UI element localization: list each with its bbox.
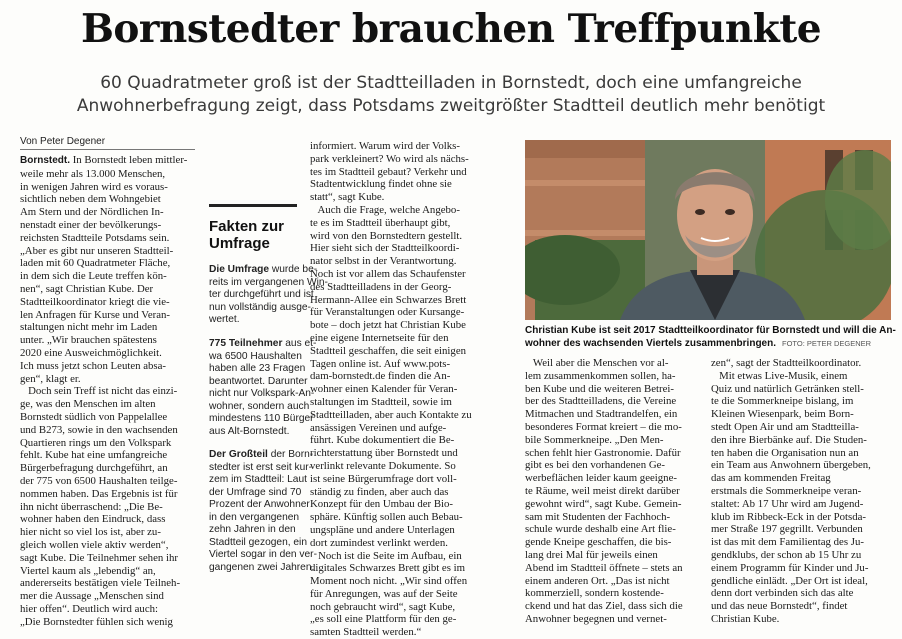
text-line: führt. Kube dokumentiert die Be- bbox=[310, 434, 455, 447]
text-line: Auch die Frage, welche Angebo- bbox=[310, 203, 460, 216]
text-line: Noch ist die Seite im Aufbau, ein bbox=[310, 549, 462, 562]
factbox-text: Stadtteil gezogen, ein bbox=[209, 536, 307, 548]
text-line: Moment noch nicht. „Wir sind offen bbox=[310, 575, 468, 588]
factbox-line bbox=[209, 512, 317, 525]
text-line: werbeflächen leider kaum geeigne- bbox=[525, 472, 677, 485]
factbox-text: aus et- bbox=[282, 338, 317, 349]
text-line: informiert. Warum wird der Volks- bbox=[310, 140, 460, 152]
factbox-line bbox=[209, 549, 317, 562]
factbox-text: wertet. bbox=[209, 314, 240, 325]
article-column-5 bbox=[711, 357, 891, 626]
text-line: digitales Schwarzes Brett gibt es im bbox=[310, 562, 466, 575]
text-span: In Bornstedt leben mittler- bbox=[70, 154, 188, 166]
text-line: ber des Stadtteilladens, die Vereine bbox=[525, 395, 677, 408]
factbox-line bbox=[209, 499, 317, 512]
dateline: Bornstedt. bbox=[20, 155, 70, 166]
text-line: Noch ist vor allem das Schaufenster bbox=[310, 267, 466, 280]
text-line: nen“, sagt Christian Kube. Der bbox=[20, 282, 154, 295]
text-line: ansässigen Vereinen und aufge- bbox=[310, 421, 447, 434]
text-line: des Stadtteilladens in der Georg- bbox=[310, 280, 452, 293]
factbox-text: der Umfrage sind 70 bbox=[209, 486, 302, 498]
text-line: kommerziell, sondern kostende- bbox=[525, 587, 664, 600]
text-line: zen“, sagt der Stadtteilkoordinator. bbox=[711, 357, 862, 369]
headline: Bornstedter brauchen Treffpunkte bbox=[80, 6, 822, 52]
text-line: gleich wollen viele aktiv werden“, bbox=[20, 538, 169, 551]
text-line: staltet: Ab 17 Uhr wird am Jugend- bbox=[711, 497, 864, 510]
text-line: bile Sommerkneipe. „Den Men- bbox=[525, 433, 664, 446]
text-line: andererseits bestätigen viele Teilneh- bbox=[20, 577, 181, 590]
text-line: das am kommenden Freitag bbox=[711, 472, 831, 485]
byline: Von Peter Degener bbox=[20, 136, 195, 150]
factbox-line bbox=[209, 537, 317, 550]
subheadline bbox=[0, 72, 902, 118]
text-line: gen“, klagt er. bbox=[20, 372, 81, 385]
photo-caption bbox=[525, 325, 896, 350]
factbox-line bbox=[209, 426, 316, 439]
text-line: laden mit 60 Quadratmeter Fläche, bbox=[20, 257, 171, 270]
text-line: Bornstedt südlich von Pappelallee bbox=[20, 410, 168, 423]
factbox-line bbox=[209, 376, 316, 389]
text-line: Stadtteilladen, aber auch Kontakte zu bbox=[310, 408, 472, 421]
text-line: ist seine Bürgerumfrage dort voll- bbox=[310, 472, 457, 485]
text-line: hier offen“. Deutlich wird auch: bbox=[20, 602, 159, 615]
text-line: nator selbst in der Verantwortung. bbox=[310, 255, 457, 268]
text-line: Am Stern und der Nördlichen In- bbox=[20, 206, 164, 219]
factbox-text: haben alle 23 Fragen bbox=[209, 363, 306, 374]
text-line: Ich muss jetzt schon Leuten absa- bbox=[20, 359, 167, 372]
text-line: für Anregungen, was auf der Seite bbox=[310, 587, 458, 600]
text-line: dam-bornstedt.de finden die An- bbox=[310, 370, 451, 383]
text-line: reichsten Stadtteile Potsdams sein. bbox=[20, 231, 170, 244]
text-line: ben Kube und die weiteren Betrei- bbox=[525, 382, 675, 395]
factbox-title-line: Umfrage bbox=[209, 235, 270, 252]
text-line: Tagen online ist. Auf www.pots- bbox=[310, 357, 451, 370]
factbox-keyword: Die Umfrage bbox=[209, 264, 270, 275]
factbox-text: wohner, sondern auch bbox=[209, 400, 310, 412]
factbox-line bbox=[209, 388, 316, 401]
text-line: nommen haben. Das Ergebnis ist für bbox=[20, 487, 178, 500]
factbox-title-line: Fakten zur bbox=[209, 218, 285, 235]
text-line: erstmals die Sommerkneipe veran- bbox=[711, 484, 862, 497]
text-line: Konzept für den Umbau der Bio- bbox=[310, 498, 454, 511]
text-line: ten haben die Organisation nun an bbox=[711, 446, 859, 459]
text-line: für Veranstaltungen oder Kursange- bbox=[310, 306, 465, 319]
text-line: „Die Bornstedter fühlen sich wenig bbox=[20, 615, 173, 628]
factbox-block-participants bbox=[209, 338, 316, 438]
text-line: te Räume, weil meist direkt darüber bbox=[525, 484, 680, 497]
text-line: statt“, sagt Kube. bbox=[310, 191, 385, 204]
factbox-text: gangenen zwei Jahren. bbox=[209, 561, 315, 573]
text-line: tes im Stadtteil gebaut? Verkehr und bbox=[310, 165, 467, 178]
text-line: Anwohner begegnen und vernet- bbox=[525, 612, 667, 625]
caption-line bbox=[525, 338, 891, 351]
factbox-keyword: Der Großteil bbox=[209, 449, 268, 460]
factbox-line bbox=[209, 462, 317, 475]
text-line: samten Stadtteil werden.“ bbox=[310, 626, 422, 639]
factbox-text: ter durchgeführt und ist bbox=[209, 289, 314, 300]
text-line: Christian Kube. bbox=[711, 612, 780, 625]
factbox-line bbox=[209, 474, 317, 487]
factbox-text: Prozent der Anwohner bbox=[209, 499, 310, 510]
text-line: 2020 eine Ausweichmöglichkeit. bbox=[20, 346, 162, 359]
text-line: lang drei Mal für jeweils einen bbox=[525, 548, 658, 561]
text-line: dort zumindest verlinkt werden. bbox=[310, 536, 448, 549]
text-line: Stadtentwicklung findet ohne sie bbox=[310, 178, 452, 191]
text-line: ständig zu finden, aber auch das bbox=[310, 485, 449, 498]
text-line: Mitmachen und Stadtrandelfen, ein bbox=[525, 408, 678, 421]
text-line: Stadtteil geschaffen, die seit einigen bbox=[310, 344, 467, 357]
text-line: wohner haben den Eindruck, dass bbox=[20, 513, 166, 526]
factbox-line bbox=[209, 524, 317, 537]
factbox-line bbox=[209, 338, 316, 351]
text-line: sagt Kube. Die Teilnehmer sehen ihr bbox=[20, 551, 178, 564]
text-line: Kleinen Wiesenpark, beim Born- bbox=[711, 408, 854, 421]
text-line: ihn nicht überraschend: „Die Be- bbox=[20, 500, 163, 513]
text-line: ge, was den Menschen im alten bbox=[20, 398, 156, 411]
text-line: einem Programm für Kinder und Ju- bbox=[711, 561, 869, 574]
text-line: gende Kneipe geschaffen, die bis- bbox=[525, 536, 672, 549]
text-line: hier nicht so viel los ist, aber zu- bbox=[20, 526, 161, 539]
text-line: Doch sein Treff ist nicht das einzi- bbox=[20, 385, 178, 398]
text-line: wird von den Bornstedtern gestellt. bbox=[310, 229, 463, 242]
subhead-line: 60 Quadratmeter groß ist der Stadtteilladen in Bornstedt, doch eine umfangreiche bbox=[100, 73, 802, 93]
text-line: in dem sich die Leute treffen kön- bbox=[20, 270, 167, 283]
factbox-text: nun vollständig ausge- bbox=[209, 301, 311, 313]
text-line: Quiz und natürlich Getränken stell- bbox=[711, 382, 864, 395]
text-line: und das neue Bornstedt“, findet bbox=[711, 600, 848, 613]
text-line: Bürgerbefragung durchgeführt, an bbox=[20, 462, 168, 475]
factbox-keyword: 775 Teilnehmer bbox=[209, 338, 283, 349]
caption-text: wohner des wachsenden Viertels zusammenbringen. bbox=[525, 337, 777, 349]
factbox-text: stedter ist erst seit kur- bbox=[209, 461, 313, 473]
text-line: Abend im Stadtteil öffnete – stets an bbox=[525, 561, 683, 574]
text-line: gibt es bei den vorhandenen Ge- bbox=[525, 459, 666, 472]
text-line: wohner einen Kalender für Veran- bbox=[310, 383, 458, 396]
text-line: mer Straße 197 gegrillt. Verbunden bbox=[711, 523, 863, 536]
factbox-line bbox=[209, 449, 317, 462]
article-column-4 bbox=[525, 357, 697, 626]
factbox-text: aus Alt-Bornstedt. bbox=[209, 425, 290, 437]
caption-line: Christian Kube ist seit 2017 Stadtteilkoordinator für Bornstedt und will die An- bbox=[525, 325, 896, 336]
text-line: richterstattung über Bornstedt und bbox=[310, 447, 458, 460]
factbox-text: beantwortet. Darunter bbox=[209, 375, 308, 387]
text-line: weile mehr als 13.000 Menschen, bbox=[20, 167, 166, 180]
factbox-text: Viertel sogar in den ver- bbox=[209, 549, 317, 560]
factbox-line bbox=[209, 562, 317, 575]
text-line: ist das mit dem Familientag des Ju- bbox=[711, 536, 864, 549]
article-column-1 bbox=[20, 154, 196, 628]
factbox-text: wa 6500 Haushalten bbox=[209, 350, 302, 362]
text-line: und B273, sowie in den wachsenden bbox=[20, 423, 178, 436]
text-line: lem zusammenkommen sollen, ha- bbox=[525, 369, 676, 382]
factbox-line bbox=[209, 363, 316, 376]
text-line: Weil aber die Menschen vor al- bbox=[525, 357, 669, 369]
text-line: schen fehlt hier Gastronomie. Dafür bbox=[525, 446, 681, 459]
text-line: Stadtteilkoordinator kriegt die vie- bbox=[20, 295, 170, 308]
factbox-line bbox=[209, 401, 316, 414]
text-line: unter. „Wir brauchen spätestens bbox=[20, 334, 157, 347]
photo-credit: FOTO: PETER DEGENER bbox=[782, 338, 872, 348]
text-line: ungspläne und andere Unterlagen bbox=[310, 523, 455, 536]
factbox-text: reits im vergangenen Win- bbox=[209, 276, 328, 288]
text-line: ckend und hat das Ziel, dass sich die bbox=[525, 600, 683, 613]
text-line: noch gebraucht wird“, sagt Kube, bbox=[310, 600, 456, 613]
text-line: park verkleinert? Wo wird als nächs- bbox=[310, 152, 469, 165]
factbox-text: in den vergangenen bbox=[209, 511, 300, 523]
factbox-line bbox=[209, 351, 316, 364]
text-line: sphäre. Künftig sollen auch Bebau- bbox=[310, 511, 463, 524]
factbox-text: der Born- bbox=[267, 449, 314, 460]
text-line: sichtlich neben dem Wohngebiet bbox=[20, 193, 161, 206]
text-line: sam mit Studenten der Fachhoch- bbox=[525, 510, 671, 523]
text-line: Mit etwas Live-Musik, einem bbox=[711, 369, 848, 382]
text-line: len Anfragen für Kurse und Veran- bbox=[20, 308, 171, 321]
text-line: eine eigene Internetseite für den bbox=[310, 331, 449, 344]
text-line: fehlt. Kube hat eine umfangreiche bbox=[20, 449, 168, 462]
subhead-line: Anwohnerbefragung zeigt, dass Potsdams zweitgrößter Stadtteil deutlich mehr benötigt bbox=[76, 96, 826, 116]
text-line: schule wurde deshalb eine Art flie- bbox=[525, 523, 676, 536]
text-line: denn dort verbinden sich das alte bbox=[711, 587, 854, 600]
text-line: verlinkt relevante Dokumente. So bbox=[310, 459, 456, 472]
text-line: mer die Aussage „Menschen sind bbox=[20, 590, 164, 603]
factbox-text: wurde be- bbox=[269, 264, 318, 275]
factbox-block-majority bbox=[209, 449, 317, 574]
text-line: den ihre Bierbänke auf. Die Studen- bbox=[711, 433, 867, 446]
factbox-line bbox=[209, 413, 316, 426]
text-line: Hermann-Allee ein Schwarzes Brett bbox=[310, 293, 467, 306]
text-line: „Aber es gibt nur unseren Stadtteil- bbox=[20, 244, 174, 257]
text-line: klub im Ribbeck-Eck in der Potsda- bbox=[711, 510, 867, 523]
text-line: Hier sieht sich der Stadtteilkoordi- bbox=[310, 242, 460, 255]
text-line: gewohnt wird“, sagt Kube. Gemein- bbox=[525, 497, 682, 510]
article-column-3 bbox=[310, 140, 514, 639]
factbox-text: zehn Jahren in den bbox=[209, 524, 296, 535]
text-line: besonderes Format kreiert – die mo- bbox=[525, 420, 682, 433]
text-line: stedt Open Air und am Stadtteilla- bbox=[711, 420, 859, 433]
text-line: Quartieren rings um den Volkspark bbox=[20, 436, 172, 449]
text-line: te die Sommerkneipe bislang, im bbox=[711, 395, 854, 408]
text-line: der 775 von 6500 Haushalten teilge- bbox=[20, 474, 178, 487]
factbox-text: mindestens 110 Bürger bbox=[209, 413, 314, 424]
text-line: gendklubs, der schon ab 15 Uhr zu bbox=[711, 548, 862, 561]
text-line bbox=[20, 154, 196, 168]
factbox-text: nicht nur Volkspark-An- bbox=[209, 388, 315, 399]
text-line: einem anderen Ort. „Das ist nicht bbox=[525, 574, 670, 587]
text-line: bote – doch jetzt hat Christian Kube bbox=[310, 319, 466, 332]
text-line: ein Team aus Anwohnern übergeben, bbox=[711, 459, 871, 472]
text-line: „es soll eine Plattform für den ge- bbox=[310, 613, 457, 626]
factbox-line bbox=[209, 487, 317, 500]
text-line: te es im Stadtteil überhaupt gibt, bbox=[310, 216, 451, 229]
factbox-title bbox=[209, 218, 284, 252]
text-line: staltungen nicht mehr im Laden bbox=[20, 321, 158, 334]
factbox-rule bbox=[209, 204, 297, 207]
factbox-text: zem im Stadtteil: Laut bbox=[209, 474, 307, 485]
portrait-photo bbox=[525, 140, 891, 320]
text-line: in wenigen Jahren wird es voraus- bbox=[20, 180, 168, 193]
text-line: staltungen im Stadtteil, sowie im bbox=[310, 395, 452, 408]
text-line: gendliche einlädt. „Der Ort ist ideal, bbox=[711, 574, 868, 587]
text-line: Viertel kaum als „lebendig“ an, bbox=[20, 564, 156, 577]
text-line: nenstadt einer der bevölkerungs- bbox=[20, 218, 162, 231]
